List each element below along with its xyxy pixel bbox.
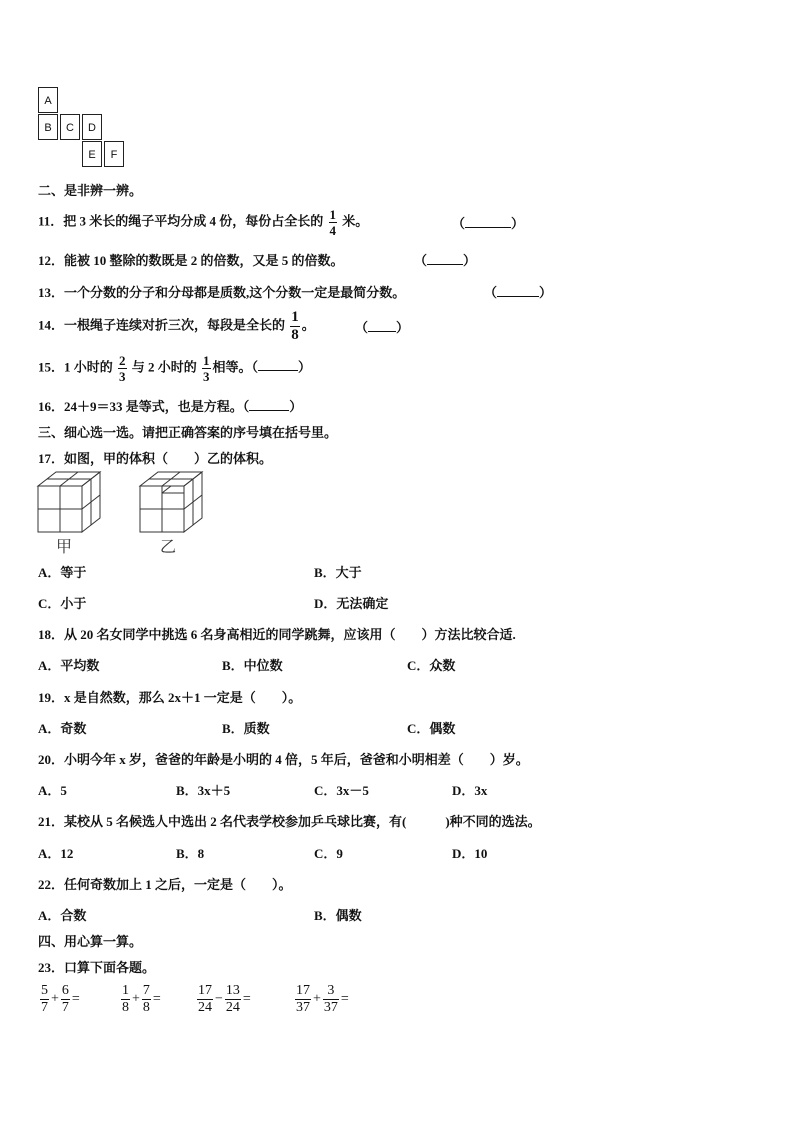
q16-answer[interactable] (249, 400, 289, 411)
q21-option-a[interactable]: A．12 (38, 846, 74, 861)
cube-figure-jia (36, 470, 106, 556)
question-20: 20．小明今年 x 岁，爸爸的年龄是小明的 4 倍，5 年后，爸爸和小明相差（ ）岁。 (38, 752, 529, 767)
label-jia: 甲 (56, 537, 73, 556)
q17-option-c[interactable]: C．小于 (38, 596, 87, 611)
q18-option-a[interactable]: A．平均数 (38, 658, 100, 673)
calc-item-1: $\frac{5}{7}$ + $\frac{6}{7}$ = (41, 983, 80, 1015)
q21-option-d[interactable]: D．10 (452, 846, 488, 861)
q21-option-b[interactable]: B．8 (176, 846, 205, 861)
q11-text: 11．把 3 米长的绳子平均分成 4 份，每份占全长的 (38, 213, 324, 229)
q18-option-b[interactable]: B．中位数 (222, 658, 283, 673)
question-19: 19．x 是自然数，那么 2x＋1 一定是（ ）。 (38, 690, 302, 705)
q20-option-c[interactable]: C．3x－5 (314, 783, 369, 798)
net-cell-c: C (60, 114, 80, 140)
q22-option-a[interactable]: A．合数 (38, 908, 87, 923)
question-17: 17．如图，甲的体积（ ）乙的体积。 (38, 451, 273, 466)
question-12: 12．能被 10 整除的数既是 2 的倍数，又是 5 的倍数。 (38, 253, 344, 268)
q21-option-c[interactable]: C．9 (314, 846, 343, 861)
q11-answer[interactable]: （ ） (452, 216, 525, 231)
net-cell-a: A (38, 87, 58, 113)
q17-option-d[interactable]: D．无法确定 (314, 596, 389, 611)
section-2-heading: 二、是非辨一辨。 (38, 183, 143, 198)
calc-item-4: $\frac{17}{37}$ + $\frac{3}{37}$ = (296, 983, 349, 1015)
net-cell-e: E (82, 141, 102, 167)
q17-option-a[interactable]: A．等于 (38, 565, 87, 580)
question-16: 16．24＋9＝33 是等式，也是方程。（ ） (38, 399, 303, 414)
q13-answer[interactable]: （ ） (484, 285, 553, 300)
q19-option-a[interactable]: A．奇数 (38, 721, 87, 736)
q20-option-d[interactable]: D．3x (452, 783, 488, 798)
question-15: 15．1 小时的 $\frac{2}{3}$ 与 2 小时的 $\frac{1}{3}$ 相等。（ ） (38, 353, 312, 384)
calc-item-2: $\frac{1}{8}$ + $\frac{7}{8}$ = (122, 983, 161, 1015)
q14-answer[interactable]: （ ） (355, 320, 410, 335)
question-21: 21．某校从 5 名候选人中选出 2 名代表学校参加乒乓球比赛，有( )种不同的选法。 (38, 814, 541, 829)
net-cell-d: D (82, 114, 102, 140)
q15-fraction-1: $\frac{2}{3}$ (119, 353, 126, 384)
q17-option-b[interactable]: B．大于 (314, 565, 362, 580)
q11-text-post: 米。 (342, 213, 369, 229)
q22-option-b[interactable]: B．偶数 (314, 908, 362, 923)
calc-item-3: $\frac{17}{24}$ − $\frac{13}{24}$ = (198, 983, 251, 1015)
question-22: 22．任何奇数加上 1 之后，一定是（ ）。 (38, 877, 292, 892)
cube-figure-yi (138, 470, 208, 556)
q20-option-b[interactable]: B．3x＋5 (176, 783, 231, 798)
q15-answer[interactable] (258, 360, 298, 371)
label-yi: 乙 (160, 537, 177, 556)
q19-option-b[interactable]: B．质数 (222, 721, 270, 736)
question-14: 14．一根绳子连续对折三次，每段是全长的 $\frac{1}{8}$ 。 (38, 309, 315, 343)
q11-fraction: $\frac{1}{4}$ (329, 207, 337, 238)
q15-fraction-2: $\frac{1}{3}$ (203, 353, 210, 384)
question-11 (38, 208, 368, 237)
q14-fraction: $\frac{1}{8}$ (291, 309, 299, 343)
section-4-heading: 四、用心算一算。 (38, 934, 143, 949)
q18-option-c[interactable]: C．众数 (407, 658, 456, 673)
net-cell-b: B (38, 114, 58, 140)
question-18: 18．从 20 名女同学中挑选 6 名身高相近的同学跳舞，应该用（ ）方法比较合适. (38, 627, 516, 642)
section-3-heading: 三、细心选一选。请把正确答案的序号填在括号里。 (38, 425, 338, 440)
question-13: 13．一个分数的分子和分母都是质数,这个分数一定是最简分数。 (38, 285, 406, 300)
q19-option-c[interactable]: C．偶数 (407, 721, 456, 736)
q12-answer[interactable]: （ ） (414, 253, 477, 268)
net-cell-f: F (104, 141, 124, 167)
question-23: 23．口算下面各题。 (38, 960, 156, 975)
q20-option-a[interactable]: A．5 (38, 783, 67, 798)
